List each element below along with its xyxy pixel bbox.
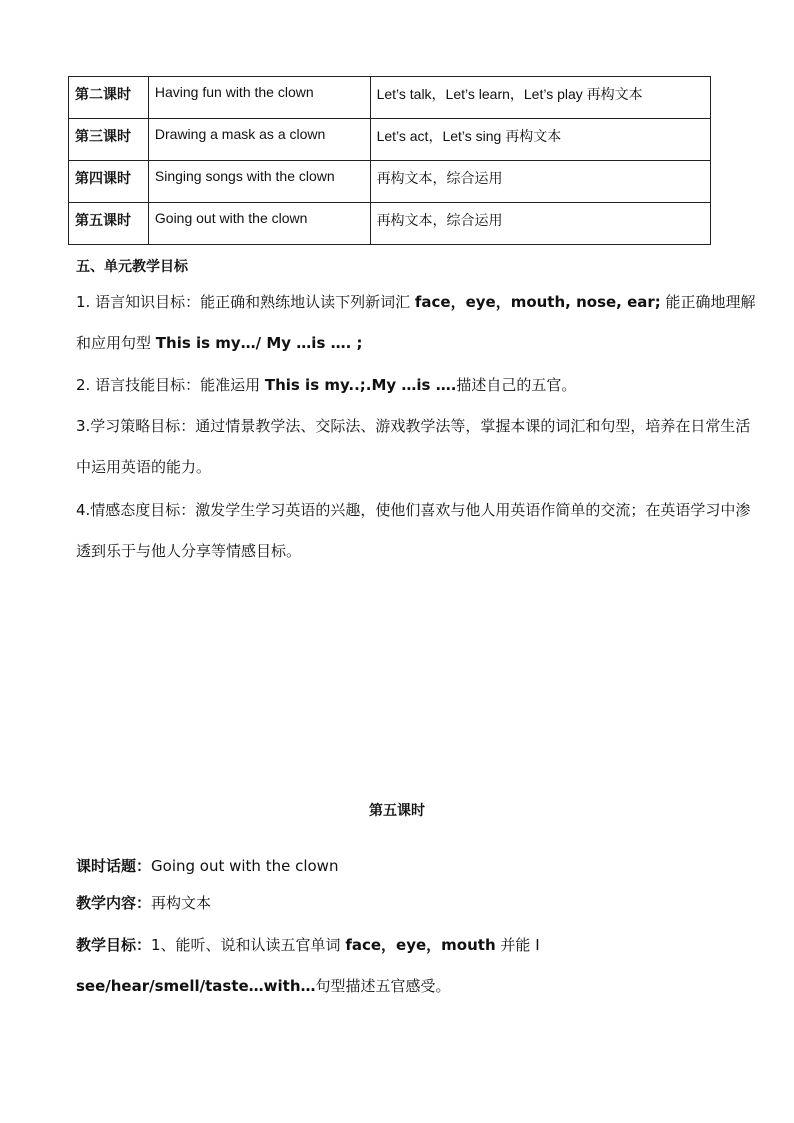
goal-1-paragraph xyxy=(76,282,756,364)
goal-1-vocab: face，eye，mouth, nose, ear; xyxy=(414,293,661,311)
goal-label: 教学目标： xyxy=(76,936,152,954)
goal-2-text-a: 2. 语言技能目标：能准运用 xyxy=(76,376,265,394)
goal-pattern-desc: 句型描述五官感受。 xyxy=(315,977,451,995)
goal-3-paragraph: 3.学习策略目标：通过情景教学法、交际法、游戏教学法等，掌握本课的词汇和句型，培养在日常生活中运用英语的能力。 xyxy=(76,417,751,476)
goal-1-text-a: 1. 语言知识目标：能正确和熟练地认读下列新词汇 xyxy=(76,293,415,311)
period-cell: 第二课时 xyxy=(69,77,149,119)
table-row xyxy=(69,203,711,245)
goal-4-paragraph: 4.情感态度目标：激发学生学习英语的兴趣，使他们喜欢与他人用英语作简单的交流；在英语学习中渗透到乐于与他人分享等情感目标。 xyxy=(76,501,751,560)
content-value: 再构文本 xyxy=(151,894,212,912)
goal-1-pattern: This is my…/ My …is …. ; xyxy=(155,334,363,352)
table-row xyxy=(69,119,711,161)
lesson-goal-line xyxy=(76,934,540,955)
lesson-schedule-table xyxy=(68,76,711,245)
lesson-title: 第五课时 xyxy=(369,803,425,819)
period-cell: 第五课时 xyxy=(69,203,149,245)
table-row xyxy=(69,77,711,119)
lesson-topic-line xyxy=(76,855,338,876)
goal-2-text-c: 描述自己的五官。 xyxy=(456,376,577,394)
goal-value-a: 1、能听、说和认读五官单词 xyxy=(151,936,346,954)
goal-2-paragraph xyxy=(76,365,756,406)
topic-cell: Having fun with the clown xyxy=(148,77,370,119)
topic-value: Going out with the clown xyxy=(151,857,339,875)
topic-cell: Singing songs with the clown xyxy=(148,161,370,203)
goal-2-pattern: This is my..;.My …is …. xyxy=(264,376,457,394)
content-cell: Let’s act，Let’s sing 再构文本 xyxy=(370,119,710,161)
topic-cell: Drawing a mask as a clown xyxy=(148,119,370,161)
goal-pattern: see/hear/smell/taste…with… xyxy=(76,977,316,995)
table-row xyxy=(69,161,711,203)
period-cell: 第三课时 xyxy=(69,119,149,161)
lesson-goal-line-2 xyxy=(76,975,451,996)
goal-value-c: 并能 I xyxy=(495,936,540,954)
lesson-content-line xyxy=(76,892,211,913)
content-cell: 再构文本，综合运用 xyxy=(370,161,710,203)
topic-cell: Going out with the clown xyxy=(148,203,370,245)
content-label: 教学内容： xyxy=(76,894,152,912)
content-cell: 再构文本，综合运用 xyxy=(370,203,710,245)
goal-1-text-c: 能正确地理解和应用句型 xyxy=(76,293,756,352)
content-cell: Let’s talk，Let’s learn，Let’s play 再构文本 xyxy=(370,77,710,119)
topic-label: 课时话题： xyxy=(76,857,152,875)
goal-value-vocab: face，eye，mouth xyxy=(345,936,496,954)
section-heading: 五、单元教学目标 xyxy=(76,259,188,275)
period-cell: 第四课时 xyxy=(69,161,149,203)
